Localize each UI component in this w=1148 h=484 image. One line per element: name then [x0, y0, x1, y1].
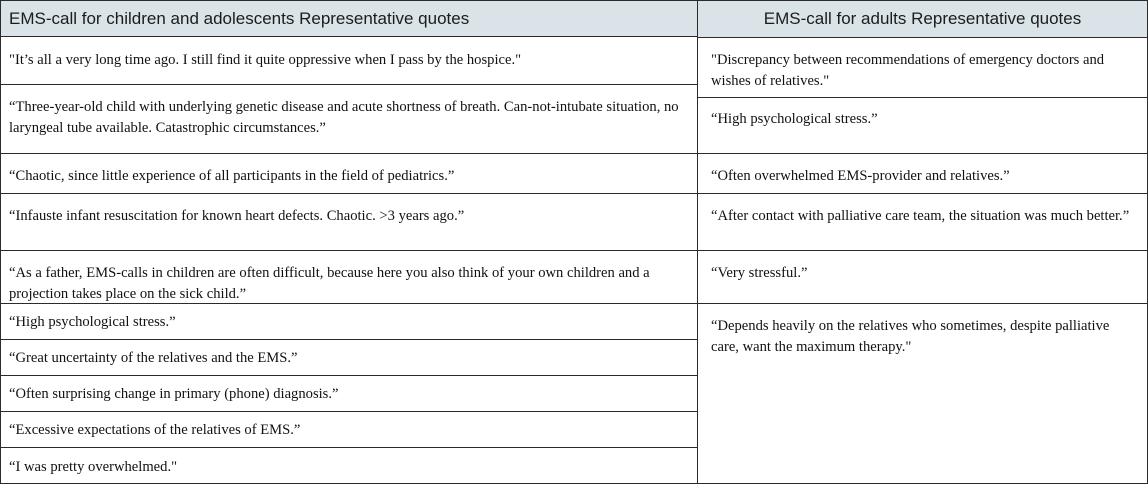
- adult-quote-6: “Depends heavily on the relatives who sometimes, despite palliative care, want the maximum therapy.": [711, 318, 1110, 355]
- adult-quote-1: "Discrepancy between recommendations of emergency doctors and wishes of relatives.": [698, 38, 1147, 98]
- children-quote-1: "It’s all a very long time ago. I still find it quite oppressive when I pass by the hospice.": [1, 38, 697, 85]
- children-quote-2: “Three-year-old child with underlying genetic disease and acute shortness of breath. Can-not-intubate situation, no laryngeal tube available. Catastrophic circumstances.”: [1, 85, 697, 154]
- header-children: EMS-call for children and adolescents Representative quotes: [1, 1, 697, 37]
- adult-quote-5: “Very stressful.”: [698, 251, 1147, 304]
- children-quote-7: “Great uncertainty of the relatives and the EMS.”: [1, 340, 697, 376]
- children-quote-5: “As a father, EMS-calls in children are often difficult, because here you also think of your own children and a projection takes place on the sick child.”: [1, 251, 697, 304]
- adult-quote-3: “Often overwhelmed EMS-provider and relatives.”: [698, 154, 1147, 194]
- adult-quote-2: “High psychological stress.”: [698, 98, 1147, 154]
- children-quote-4: “Infauste infant resuscitation for known heart defects. Chaotic. >3 years ago.”: [1, 194, 697, 251]
- adult-quote-4: “After contact with palliative care team, the situation was much better.”: [698, 194, 1147, 251]
- children-quote-8: “Often surprising change in primary (phone) diagnosis.”: [1, 376, 697, 412]
- children-quote-10: “I was pretty overwhelmed.": [9, 459, 178, 475]
- header-adults: EMS-call for adults Representative quotes: [698, 1, 1147, 38]
- children-quote-6: “High psychological stress.”: [1, 304, 697, 340]
- children-quote-9: “Excessive expectations of the relatives of EMS.”: [1, 412, 697, 448]
- children-quote-3: “Chaotic, since little experience of all participants in the field of pediatrics.”: [1, 154, 697, 194]
